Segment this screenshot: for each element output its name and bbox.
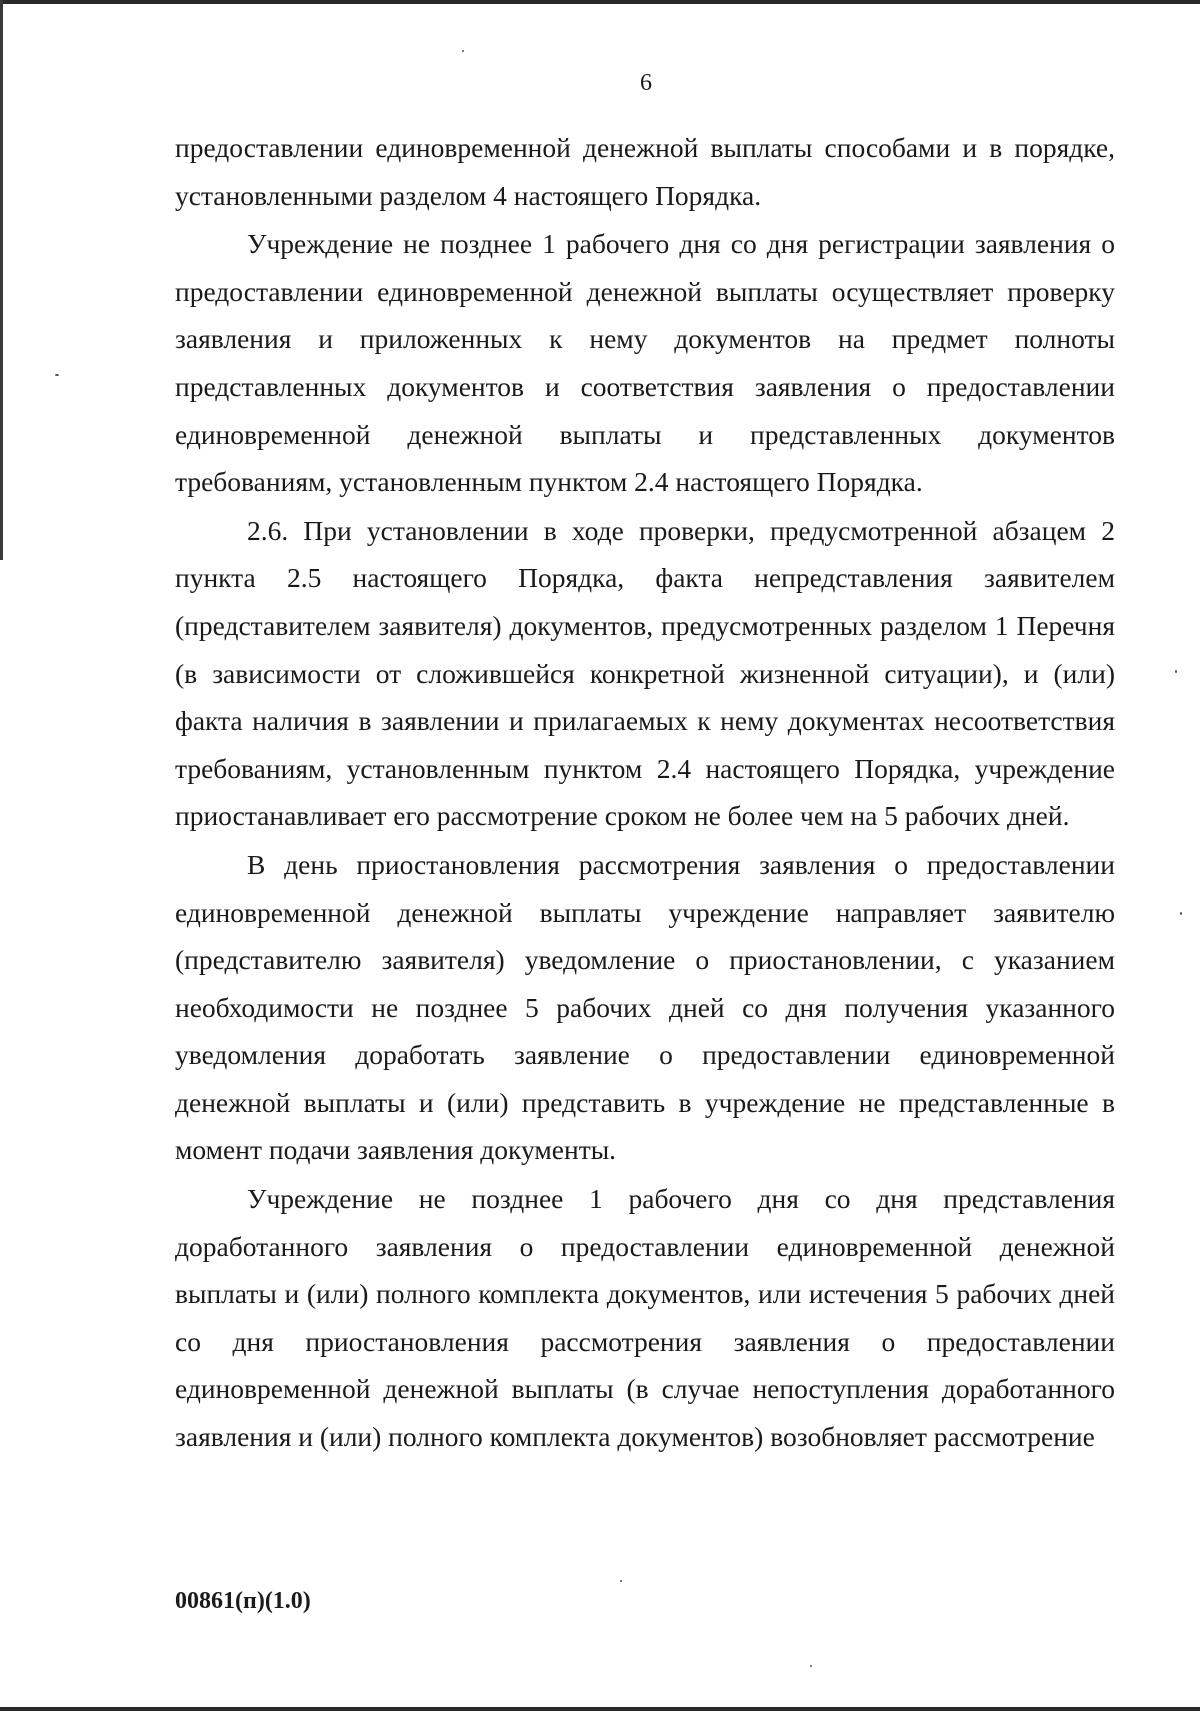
document-body — [175, 124, 1115, 1461]
scan-speck — [810, 1665, 812, 1667]
scan-speck — [462, 50, 464, 52]
scan-speck — [1175, 670, 1177, 673]
page-number: 6 — [640, 70, 652, 96]
scan-speck — [55, 374, 59, 376]
paragraph: 2.6. При установлении в ходе проверки, предусмотренной абзацем 2 пункта 2.5 настоящего Порядка, факта непредставления заявителем (представителем заявителя) документов, предусмотренных разделом 1 Перечня (в зависимости от сложившейся конкретной жизненной ситуации), и (или) факта наличия в заявлении и прилагаемых к нему документах несоответствия требованиям, установленным пунктом 2.4 настоящего Порядка, учреждение приостанавливает его рассмотрение сроком не более чем на 5 рабочих дней. — [175, 514, 1115, 832]
paragraph: предоставлении единовременной денежной выплаты способами и в порядке, установленными разделом 4 настоящего Порядка. — [175, 132, 1115, 211]
paragraph: Учреждение не позднее 1 рабочего дня со дня регистрации заявления о предоставлении единовременной денежной выплаты осуществляет проверку заявления и приложенных к нему документов на предмет полноты представленных документов и соответствия заявления о предоставлении единовременной денежной выплаты и представленных документов требованиям, установленным пунктом 2.4 настоящего Порядка. — [175, 228, 1115, 498]
document-code: 00861(п)(1.0) — [175, 1588, 311, 1614]
scan-speck — [620, 1580, 622, 1582]
paragraph: В день приостановления рассмотрения заявления о предоставлении единовременной денежной выплаты учреждение направляет заявителю (представителю заявителя) уведомление о приостановлении, с указанием необходимости не позднее 5 рабочих дней со дня получения указанного уведомления доработать заявление о предоставлении единовременной денежной выплаты и (или) представить в учреждение не представленные в момент подачи заявления документы. — [175, 848, 1115, 1166]
scan-border-bottom — [0, 1707, 1200, 1711]
scan-border-top — [0, 0, 1200, 4]
paragraph: Учреждение не позднее 1 рабочего дня со дня представления доработанного заявления о предоставлении единовременной денежной выплаты и (или) полного комплекта документов, или истечения 5 рабочих дней со дня приостановления рассмотрения заявления о предоставлении единовременной денежной выплаты (в случае непоступления доработанного заявления и (или) полного комплекта документов) возобновляет рассмотрение — [175, 1183, 1115, 1453]
scan-speck — [1180, 912, 1182, 915]
